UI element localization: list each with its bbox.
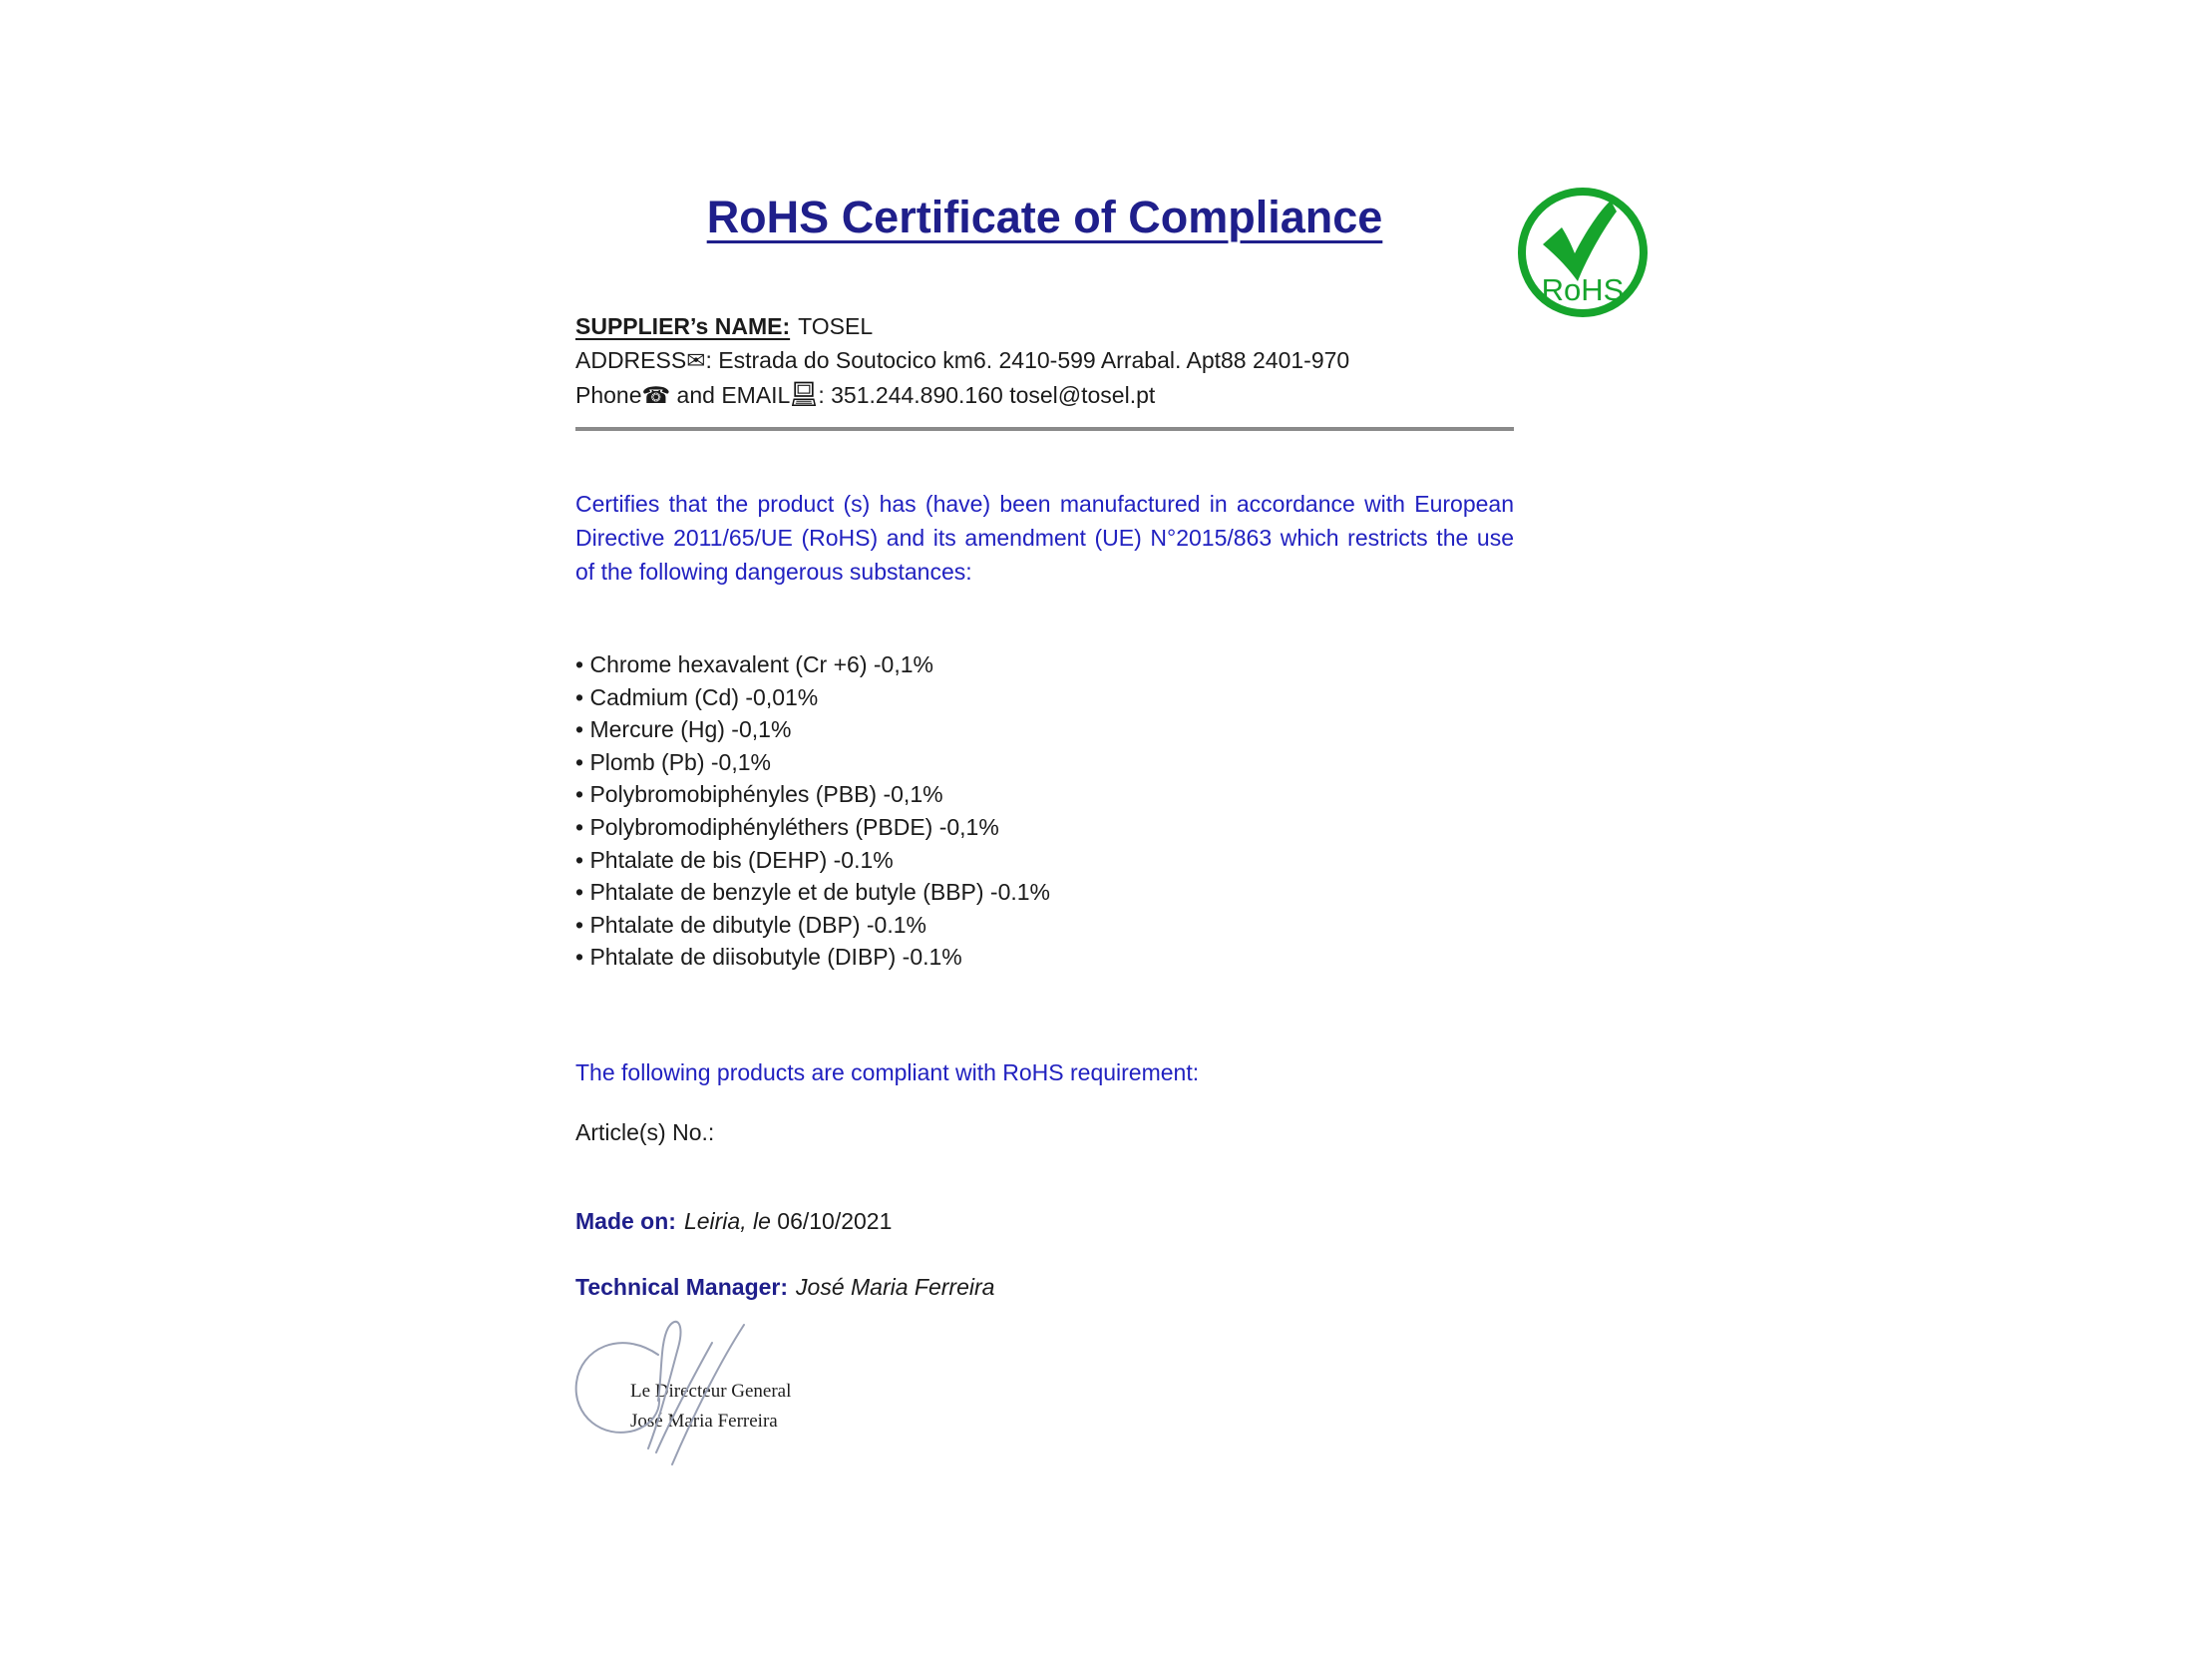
email-label: and EMAIL — [670, 382, 791, 408]
substance-item: • Mercure (Hg) -0,1% — [575, 713, 1050, 746]
phone-icon: ☎ — [641, 383, 671, 409]
made-on-place: Leiria, le — [683, 1208, 771, 1234]
substance-item: • Chrome hexavalent (Cr +6) -0,1% — [575, 648, 1050, 681]
substance-item: • Phtalate de diisobutyle (DIBP) -0.1% — [575, 941, 1050, 974]
made-on-label: Made on: — [575, 1208, 676, 1234]
made-on-line — [575, 1208, 892, 1235]
supplier-block — [575, 309, 1349, 413]
divider-rule — [575, 427, 1514, 431]
rohs-badge-icon — [1512, 184, 1654, 325]
address-label: ADDRESS — [575, 347, 687, 373]
compliance-statement: The following products are compliant with RoHS requirement: — [575, 1059, 1200, 1085]
substance-item: • Polybromodiphényléthers (PBDE) -0,1% — [575, 811, 1050, 844]
certificate-title: RoHS Certificate of Compliance — [706, 192, 1383, 242]
supplier-name-label: SUPPLIER’s NAME: — [575, 313, 791, 339]
address-value: : Estrada do Soutocico km6. 2410-599 Arrabal. Apt88 2401-970 — [705, 347, 1350, 373]
made-on-date: 06/10/2021 — [777, 1208, 893, 1234]
substances-list — [575, 648, 1050, 974]
contact-line — [575, 378, 1349, 413]
substance-item: • Phtalate de dibutyle (DBP) -0.1% — [575, 909, 1050, 942]
signature-caption-line2: José Maria Ferreira — [630, 1411, 778, 1432]
substance-item: • Plomb (Pb) -0,1% — [575, 746, 1050, 779]
rohs-badge — [1512, 184, 1654, 330]
computer-icon — [792, 381, 816, 407]
technical-manager-line — [575, 1274, 994, 1301]
address-line — [575, 343, 1349, 378]
article-number-line: Article(s) No.: — [575, 1119, 715, 1145]
substance-item: • Phtalate de benzyle et de butyle (BBP) -0.1% — [575, 876, 1050, 909]
envelope-icon: ✉ — [686, 348, 706, 374]
badge-label: RoHS — [1541, 272, 1625, 307]
signature-scribble-icon — [562, 1313, 777, 1477]
supplier-name-value: TOSEL — [798, 313, 874, 339]
technical-manager-name: José Maria Ferreira — [796, 1274, 995, 1300]
phone-label: Phone — [575, 382, 642, 408]
substance-item: • Polybromobiphényles (PBB) -0,1% — [575, 778, 1050, 811]
substance-item: • Phtalate de bis (DEHP) -0.1% — [575, 844, 1050, 877]
substance-item: • Cadmium (Cd) -0,01% — [575, 681, 1050, 714]
checkmark-icon — [1543, 201, 1617, 281]
contact-value: : 351.244.890.160 tosel@tosel.pt — [818, 382, 1156, 408]
technical-manager-label: Technical Manager: — [575, 1274, 789, 1300]
certification-paragraph: Certifies that the product (s) has (have) been manufactured in accordance with European Directive 2011/65/UE (RoHS) and its amendment (UE) N°2015/863 which restricts the use of the following dangerous substances: — [575, 491, 1514, 585]
supplier-name-line — [575, 309, 1349, 343]
signature-caption-line1: Le Directeur General — [630, 1381, 792, 1402]
